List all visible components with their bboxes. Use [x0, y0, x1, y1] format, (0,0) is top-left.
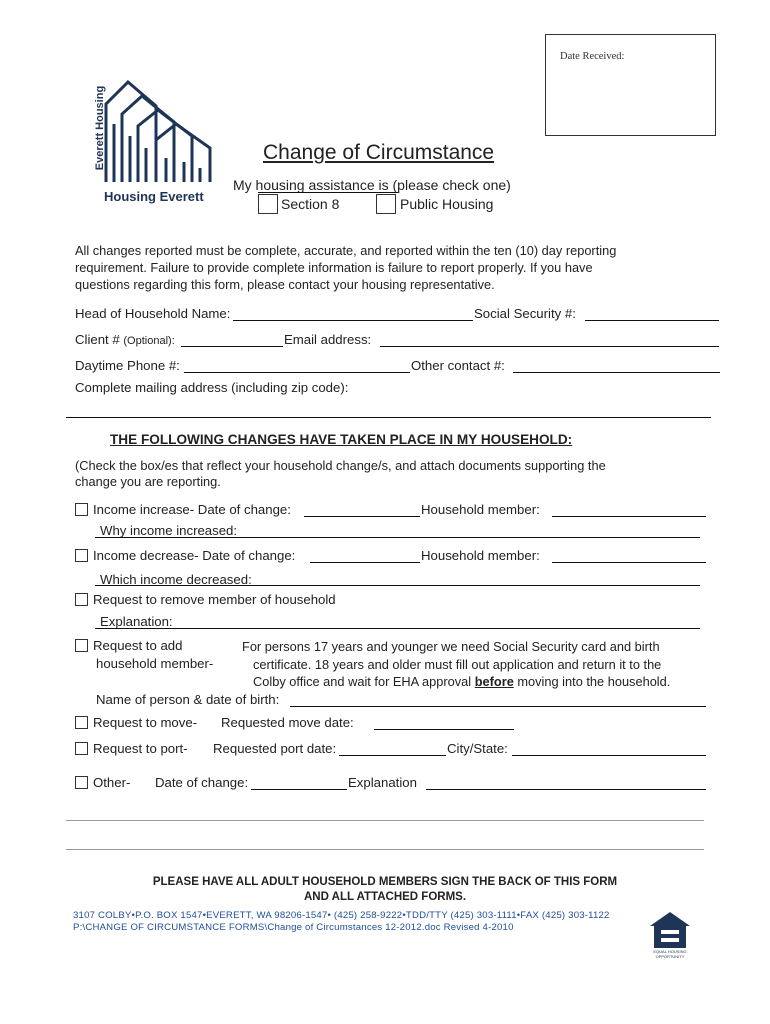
explanation-field[interactable]: [95, 628, 700, 629]
household-member-label: Household member:: [421, 502, 540, 517]
name-dob-label: Name of person & date of birth:: [96, 692, 280, 707]
explanation-label: Explanation:: [100, 614, 173, 629]
section8-label: Section 8: [281, 196, 340, 212]
client-label: Client # (Optional):: [75, 332, 175, 347]
daytime-phone-field[interactable]: [184, 372, 410, 373]
logo-vertical-text: Everett Housing: [94, 85, 106, 171]
port-checkbox[interactable]: [75, 742, 88, 755]
date-received-label: Date Received:: [560, 51, 625, 62]
income-decrease-date-field[interactable]: [310, 562, 420, 563]
add-member-checkbox[interactable]: [75, 639, 88, 652]
mailing-address-label: Complete mailing address (including zip code):: [75, 380, 349, 395]
port-row: Request to port-: [75, 741, 188, 757]
income-decrease-checkbox[interactable]: [75, 549, 88, 562]
remove-member-checkbox[interactable]: [75, 593, 88, 606]
daytime-phone-label: Daytime Phone #:: [75, 358, 180, 373]
other-row: Other-: [75, 775, 130, 791]
footer-address: 3107 COLBY•P.O. BOX 1547•EVERETT, WA 98206-1547• (425) 258-9222•TDD/TTY (425) 303-1111•FAX (425) 303-1122 P:\CHANGE OF CIRCUMSTANCE FORMS\Change of Circumstances 12-2012.doc Revised 4-2010: [73, 910, 610, 933]
equal-housing-icon: [648, 910, 692, 950]
client-field[interactable]: [181, 346, 283, 347]
add-member-label-2: household member-: [96, 656, 214, 671]
head-of-household-label: Head of Household Name:: [75, 306, 231, 321]
requested-port-date-field[interactable]: [339, 755, 446, 756]
extra-line-2[interactable]: [66, 849, 704, 850]
page-title: Change of Circumstance: [263, 141, 495, 164]
which-decreased-label: Which income decreased:: [100, 572, 252, 587]
city-state-label: City/State:: [447, 741, 508, 756]
move-row: Request to move-: [75, 715, 197, 731]
other-explanation-field[interactable]: [426, 789, 706, 790]
changes-heading: THE FOLLOWING CHANGES HAVE TAKEN PLACE IN MY HOUSEHOLD:: [110, 432, 573, 447]
other-date-field[interactable]: [251, 789, 347, 790]
why-increased-label: Why income increased:: [100, 523, 238, 538]
add-member-row: Request to add: [75, 638, 182, 654]
equal-housing-logo: [648, 910, 692, 960]
intro-paragraph: All changes reported must be complete, accurate, and reported within the ten (10) day reporting requirement. Failure to provide complete information is failure to report properly. If you have questions regarding this form, please contact your housing representative.: [75, 243, 617, 292]
public-housing-checkbox[interactable]: [376, 194, 396, 214]
email-label: Email address:: [284, 332, 372, 347]
requested-port-date-label: Requested port date:: [213, 741, 337, 756]
date-received-box[interactable]: [545, 34, 716, 136]
household-member-label-2: Household member:: [421, 548, 540, 563]
extra-line-1[interactable]: [66, 820, 704, 821]
other-checkbox[interactable]: [75, 776, 88, 789]
income-decrease-row: Income decrease- Date of change:: [75, 548, 295, 564]
email-field[interactable]: [380, 346, 719, 347]
which-decreased-field[interactable]: [95, 585, 700, 586]
requested-move-date-field[interactable]: [374, 729, 514, 730]
other-contact-label: Other contact #:: [411, 358, 505, 373]
income-increase-checkbox[interactable]: [75, 503, 88, 516]
mailing-address-field[interactable]: [66, 417, 711, 418]
equal-housing-text: EQUAL HOUSING OPPORTUNITY: [653, 949, 687, 959]
logo-bottom-text: Housing Everett: [104, 189, 204, 204]
logo: [84, 74, 219, 214]
household-member-field-2[interactable]: [552, 562, 706, 563]
requested-move-date-label: Requested move date:: [221, 715, 354, 730]
head-of-household-field[interactable]: [233, 320, 473, 321]
other-contact-field[interactable]: [513, 372, 720, 373]
income-increase-date-field[interactable]: [304, 516, 420, 517]
income-increase-row: Income increase- Date of change:: [75, 502, 291, 518]
move-checkbox[interactable]: [75, 716, 88, 729]
changes-instructions: (Check the box/es that reflect your household change/s, and attach documents supporting the change you are reporting.: [75, 458, 606, 489]
ssn-field[interactable]: [585, 320, 719, 321]
household-member-field-1[interactable]: [552, 516, 706, 517]
name-dob-field[interactable]: [290, 706, 706, 707]
add-member-description: For persons 17 years and younger we need Social Security card and birth certificate. 18 years and older must fill out application and return it to the Colby office and wait for EHA approval before moving into the household.: [242, 639, 671, 689]
public-housing-label: Public Housing: [400, 196, 494, 212]
sign-notice: PLEASE HAVE ALL ADULT HOUSEHOLD MEMBERS SIGN THE BACK OF THIS FORM AND ALL ATTACHED FORMS.: [152, 876, 618, 903]
city-state-field[interactable]: [512, 755, 706, 756]
section8-checkbox[interactable]: [258, 194, 278, 214]
remove-member-row: Request to remove member of household: [75, 592, 336, 608]
explanation2-label: Explanation: [348, 775, 417, 790]
date-of-change-label: Date of change:: [155, 775, 249, 790]
why-increased-field[interactable]: [95, 537, 700, 538]
ssn-label: Social Security #:: [474, 306, 576, 321]
assistance-prompt: My housing assistance is (please check one): [233, 177, 511, 193]
